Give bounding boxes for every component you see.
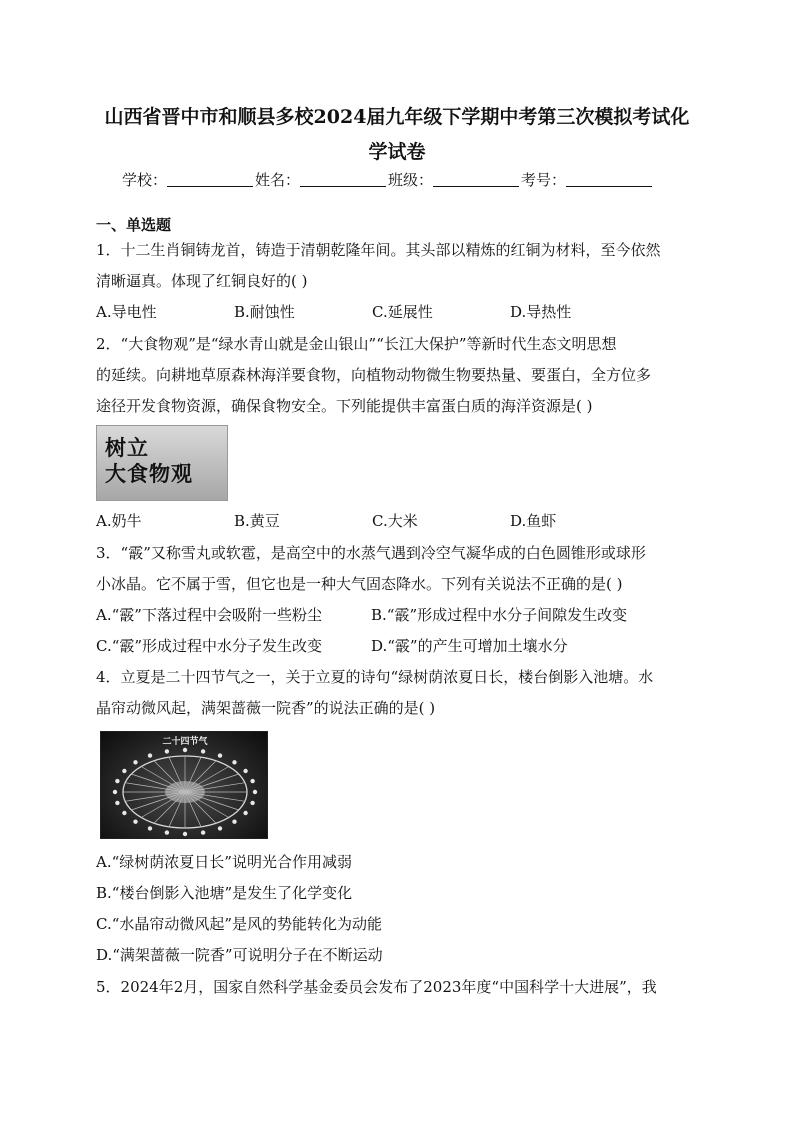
q1-line2: 清晰逼真。体现了红铜良好的( ) xyxy=(96,272,308,290)
term-marker xyxy=(218,826,222,830)
q1-option-c[interactable]: C.延展性 xyxy=(372,303,433,321)
exam-title-line2: 学试卷 xyxy=(368,141,426,163)
q5-line1: 5．2024年2月，国家自然科学基金委员会发布了2023年度“中国科学十大进展”，我 xyxy=(96,978,657,996)
food-concept-image xyxy=(96,425,228,501)
q2-option-a[interactable]: A.奶牛 xyxy=(96,512,142,530)
term-marker xyxy=(253,790,257,794)
q4-line1: 4．立夏是二十四节气之一，关于立夏的诗句“绿树荫浓夏日长，楼台倒影入池塘。水 xyxy=(96,668,654,686)
term-marker xyxy=(113,790,117,794)
q3-options-row1 xyxy=(96,605,706,625)
school-label: 学校： xyxy=(122,171,168,189)
q4-option-c[interactable]: C.“水晶帘动微风起”是风的势能转化为动能 xyxy=(96,915,383,933)
school-blank[interactable] xyxy=(167,172,253,187)
term-marker xyxy=(148,826,152,830)
name-blank[interactable] xyxy=(300,172,386,187)
q2-option-c[interactable]: C.大米 xyxy=(372,512,418,530)
term-marker xyxy=(183,748,187,752)
term-marker xyxy=(201,749,205,753)
exam-title-line1: 山西省晋中市和顺县多校2024届九年级下学期中考第三次模拟考试化 xyxy=(104,106,690,128)
q2-option-d[interactable]: D.鱼虾 xyxy=(510,512,557,530)
solar-terms-image xyxy=(100,731,268,839)
number-label: 考号： xyxy=(521,171,567,189)
q1-option-d[interactable]: D.导热性 xyxy=(510,303,572,321)
term-marker xyxy=(232,820,236,824)
term-marker xyxy=(201,830,205,834)
term-marker xyxy=(183,832,187,836)
q2-option-b[interactable]: B.黄豆 xyxy=(234,512,280,530)
q2-line1: 2．“大食物观”是“绿水青山就是金山银山”“长江大保护”等新时代生态文明思想 xyxy=(96,335,617,353)
class-label: 班级： xyxy=(388,171,434,189)
q4-line2: 晶帘动微风起，满架蔷薇一院香”的说法正确的是( ) xyxy=(96,699,436,717)
q4-option-b[interactable]: B.“楼台倒影入池塘”是发生了化学变化 xyxy=(96,884,353,902)
q2-options xyxy=(96,511,706,531)
q4-option-d[interactable]: D.“满架蔷薇一院香”可说明分子在不断运动 xyxy=(96,946,383,964)
q1-option-b[interactable]: B.耐蚀性 xyxy=(234,303,295,321)
term-marker xyxy=(218,753,222,757)
term-marker xyxy=(122,769,126,773)
image-text-line2: 大食物观 xyxy=(105,462,193,486)
term-marker xyxy=(115,779,119,783)
term-marker xyxy=(250,779,254,783)
term-marker xyxy=(243,769,247,773)
q3-line2: 小冰晶。它不属于雪，但它也是一种大气固态降水。下列有关说法不正确的是( ) xyxy=(96,575,623,593)
q1-options xyxy=(96,302,706,322)
q2-line2: 的延续。向耕地草原森林海洋要食物，向植物动物微生物要热量、要蛋白，全方位多 xyxy=(96,366,652,384)
image-text-line1: 树立 xyxy=(105,436,149,460)
term-marker xyxy=(115,801,119,805)
q3-option-c[interactable]: C.“霰”形成过程中水分子发生改变 xyxy=(96,637,323,655)
term-marker xyxy=(133,820,137,824)
solar-terms-image-title: 二十四节气 xyxy=(162,737,208,747)
term-marker xyxy=(250,801,254,805)
term-marker xyxy=(122,811,126,815)
term-marker xyxy=(165,749,169,753)
q3-option-a[interactable]: A.“霰”下落过程中会吸附一些粉尘 xyxy=(96,606,322,624)
q3-line1: 3．“霰”又称雪丸或软雹，是高空中的水蒸气遇到冷空气凝华成的白色圆锥形或球形 xyxy=(96,544,646,562)
term-marker xyxy=(165,830,169,834)
q2-line3: 途径开发食物资源，确保食物安全。下列能提供丰富蛋白质的海洋资源是( ) xyxy=(96,397,593,415)
solar-terms-wheel xyxy=(101,732,269,840)
term-marker xyxy=(232,760,236,764)
q3-options-row2 xyxy=(96,636,706,656)
q1-option-a[interactable]: A.导电性 xyxy=(96,303,157,321)
q1-line1: 1．十二生肖铜铸龙首，铸造于清朝乾隆年间。其头部以精炼的红铜为材料，至今依然 xyxy=(96,241,661,259)
class-blank[interactable] xyxy=(433,172,519,187)
q3-option-b[interactable]: B.“霰”形成过程中水分子间隙发生改变 xyxy=(371,606,628,624)
q4-option-a[interactable]: A.“绿树荫浓夏日长”说明光合作用减弱 xyxy=(96,853,352,871)
name-label: 姓名： xyxy=(255,171,301,189)
term-marker xyxy=(133,760,137,764)
q3-option-d[interactable]: D.“霰”的产生可增加土壤水分 xyxy=(371,637,568,655)
number-blank[interactable] xyxy=(566,172,652,187)
section-heading: 一、单选题 xyxy=(96,216,172,234)
term-marker xyxy=(148,753,152,757)
student-info-row xyxy=(122,170,654,190)
term-marker xyxy=(243,811,247,815)
